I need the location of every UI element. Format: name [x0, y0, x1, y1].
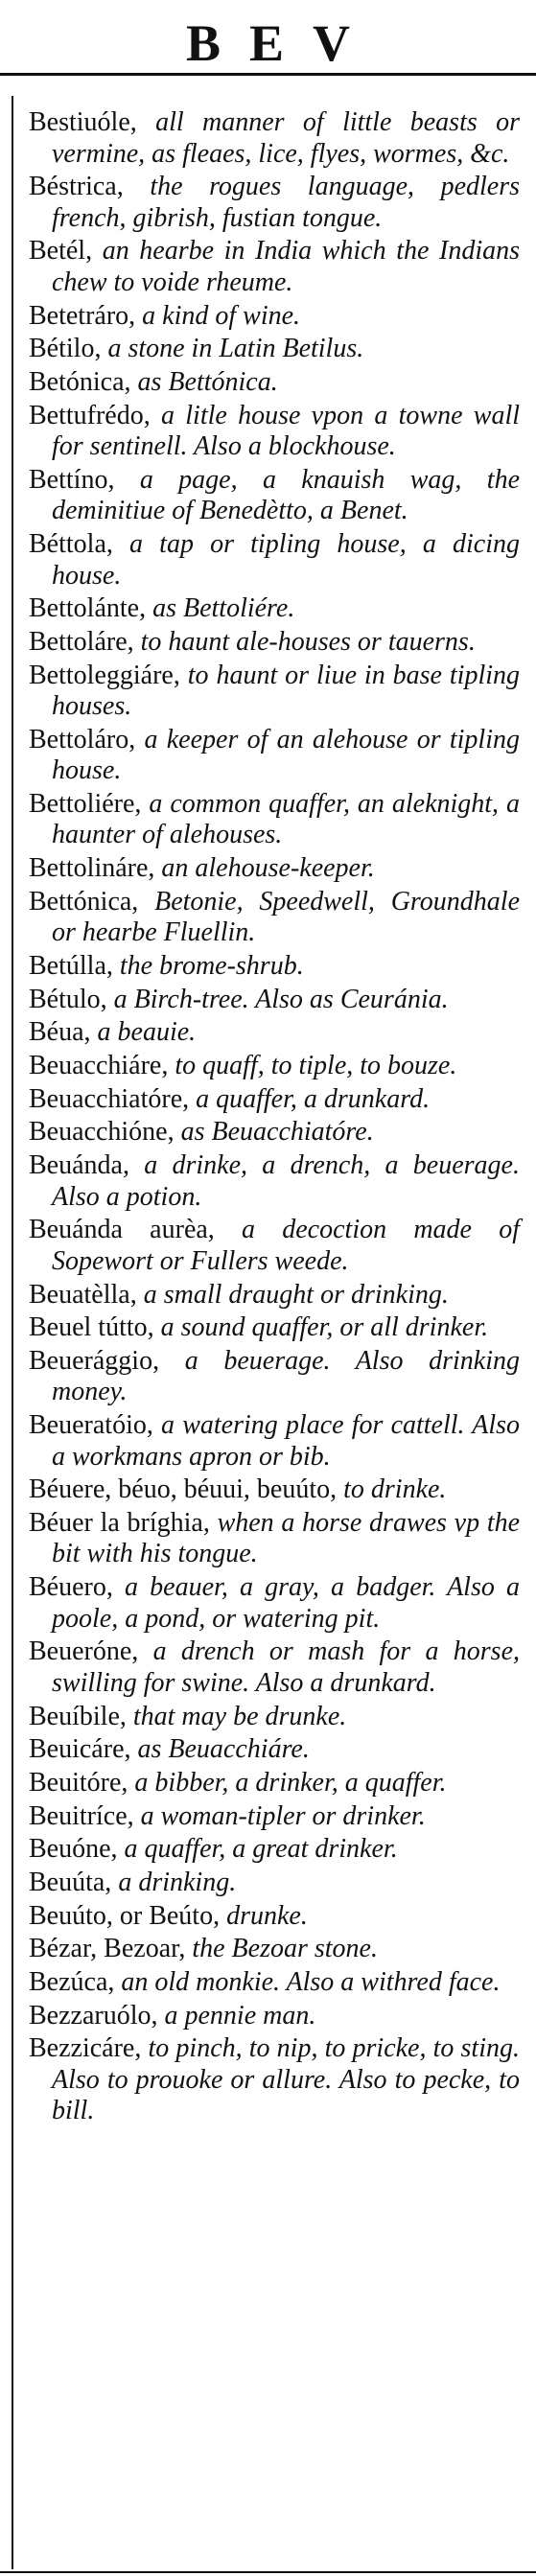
entry-definition: a beuerage. Also drinking money.	[52, 1345, 520, 1407]
entry-headword: Bettolánte,	[29, 593, 147, 624]
entry-headword: Béstrica,	[29, 172, 124, 202]
entry-definition: a beauie.	[97, 1017, 197, 1048]
entry-headword: Bettoleggiáre,	[29, 660, 180, 690]
dictionary-entry	[29, 529, 520, 592]
dictionary-entry	[29, 172, 520, 234]
dictionary-entry	[29, 107, 520, 170]
entry-definition: an hearbe in India which the Indians chew to voide rheume.	[52, 236, 521, 297]
entry-definition: drunke.	[226, 1900, 308, 1931]
entry-headword: Béttola,	[29, 529, 113, 559]
dictionary-entry	[29, 1346, 520, 1408]
entry-definition: a stone in Latin Betilus.	[107, 334, 364, 364]
dictionary-entry	[29, 2001, 520, 2032]
entry-headword: Bestiuóle,	[29, 107, 137, 137]
entry-headword: Béua,	[29, 1017, 91, 1048]
dictionary-entry	[29, 1508, 520, 1570]
dictionary-entry	[29, 627, 520, 659]
entry-definition: when a horse drawes vp the bit with his tongue.	[52, 1507, 521, 1569]
entry-headword: Betúlla,	[29, 951, 113, 981]
entry-definition: that may be drunke.	[132, 1701, 347, 1731]
dictionary-entry	[29, 301, 520, 333]
dictionary-entry	[29, 334, 520, 365]
dictionary-entry	[29, 1051, 520, 1082]
dictionary-entry	[29, 236, 520, 298]
entry-headword: Beuacchiatóre,	[29, 1083, 190, 1114]
entry-headword: Beuel tútto,	[29, 1312, 154, 1343]
entry-headword: Bettolináre,	[29, 853, 155, 884]
entry-definition: as Bettónica.	[137, 366, 278, 397]
entry-definition: as Beuacchiáre.	[137, 1734, 310, 1765]
entry-definition: a drinking.	[118, 1867, 237, 1897]
header-rule	[0, 73, 536, 76]
entry-definition: as Bettoliére.	[152, 593, 295, 624]
entry-definition: the brome-shrub.	[119, 951, 304, 981]
dictionary-entry	[29, 367, 520, 399]
entry-definition: to drinke.	[343, 1474, 447, 1505]
entry-headword: Betónica,	[29, 366, 131, 397]
entry-headword: Betetráro,	[29, 300, 136, 331]
entry-headword: Beueratóio,	[29, 1410, 153, 1441]
entry-definition: a litle house vpon a towne wall for sentinell. Also a blockhouse.	[52, 400, 520, 462]
entry-list	[29, 107, 520, 2129]
entry-definition: all manner of little beasts or vermine, as fleaes, lice, flyes, wormes, &c.	[52, 107, 520, 169]
entry-headword: Bettónica,	[29, 886, 139, 917]
entry-definition: to haunt or liue in base tipling houses.	[52, 660, 520, 722]
dictionary-entry	[29, 2033, 520, 2127]
entry-definition: the Bezoar stone.	[192, 1934, 378, 1964]
dictionary-entry	[29, 1636, 520, 1699]
entry-definition: a decoction made of Sopewort or Fullers weede.	[52, 1215, 520, 1276]
dictionary-entry	[29, 1474, 520, 1506]
entry-definition: a bibber, a drinker, a quaffer.	[134, 1767, 447, 1798]
entry-definition: a keeper of an alehouse or tipling house.	[52, 724, 520, 786]
dictionary-entry	[29, 1801, 520, 1833]
column-rule	[12, 96, 13, 2569]
entry-definition: to pinch, to nip, to pricke, to sting. Also to prouoke or allure. Also to pecke, to bill.	[52, 2033, 520, 2126]
entry-definition: a woman-tipler or drinker.	[140, 1800, 426, 1831]
dictionary-entry	[29, 1084, 520, 1116]
entry-headword: Bettoliére,	[29, 788, 142, 819]
entry-definition: a beauer, a gray, a badger. Also a poole, a pond, or watering pit.	[52, 1572, 521, 1634]
entry-headword: Beuúta,	[29, 1867, 112, 1897]
entry-headword: Betél,	[29, 236, 93, 267]
entry-definition: Betonie, Speedwell, Groundhale or hearbe Fluellin.	[52, 886, 520, 948]
dictionary-entry	[29, 1117, 520, 1149]
entry-headword: Bettufrédo,	[29, 400, 151, 430]
entry-headword: Beuitóre,	[29, 1767, 128, 1798]
dictionary-entry	[29, 985, 520, 1016]
entry-headword: Beuerággio,	[29, 1345, 160, 1376]
entry-headword: Béuero,	[29, 1572, 113, 1603]
entry-headword: Bezzaruólo,	[29, 2000, 158, 2031]
dictionary-entry	[29, 1702, 520, 1733]
entry-headword: Beueróne,	[29, 1636, 139, 1667]
entry-definition: a kind of wine.	[142, 300, 301, 331]
entry-headword: Bétilo,	[29, 334, 102, 364]
entry-headword: Beuacchióne,	[29, 1117, 175, 1148]
dictionary-entry	[29, 1572, 520, 1635]
dictionary-entry	[29, 1017, 520, 1049]
entry-definition: to quaff, to tiple, to bouze.	[175, 1051, 457, 1081]
dictionary-entry	[29, 725, 520, 787]
entry-headword: Beuatèlla,	[29, 1279, 137, 1310]
entry-definition: an alehouse-keeper.	[161, 853, 375, 884]
dictionary-entry	[29, 401, 520, 463]
entry-headword: Beuitríce,	[29, 1800, 134, 1831]
dictionary-entry	[29, 789, 520, 851]
dictionary-entry	[29, 1215, 520, 1277]
entry-definition: the rogues language, pedlers french, gibrish, fustian tongue.	[52, 172, 520, 233]
entry-headword: Beuíbile,	[29, 1701, 127, 1731]
dictionary-entry	[29, 465, 520, 527]
dictionary-entry	[29, 1834, 520, 1866]
entry-headword: Béuer la bríghia,	[29, 1507, 210, 1538]
dictionary-entry	[29, 1967, 520, 1999]
dictionary-entry	[29, 1768, 520, 1799]
dictionary-entry	[29, 1312, 520, 1344]
entry-headword: Beuicáre,	[29, 1734, 131, 1765]
entry-definition: a watering place for cattell. Also a workmans apron or bib.	[52, 1410, 520, 1472]
entry-headword: Beuánda,	[29, 1150, 129, 1181]
entry-definition: a drinke, a drench, a beuerage. Also a potion.	[52, 1150, 520, 1212]
entry-definition: a page, a knauish wag, the deminitiue of Benedètto, a Benet.	[52, 464, 520, 526]
entry-definition: a sound quaffer, or all drinker.	[160, 1312, 489, 1343]
entry-headword: Bezzicáre,	[29, 2033, 142, 2064]
dictionary-entry	[29, 1934, 520, 1965]
entry-headword: Bezúca,	[29, 1967, 115, 1997]
dictionary-entry	[29, 951, 520, 983]
entry-definition: an old monkie. Also a withred face.	[121, 1967, 501, 1997]
entry-definition: a pennie man.	[164, 2000, 316, 2031]
footer-rule	[0, 2571, 536, 2573]
entry-headword: Bettíno,	[29, 464, 115, 495]
dictionary-entry	[29, 853, 520, 885]
dictionary-entry	[29, 1150, 520, 1213]
entry-definition: to haunt ale-houses or tauerns.	[140, 626, 476, 657]
entry-definition: a small draught or drinking.	[143, 1279, 449, 1310]
entry-headword: Beuacchiáre,	[29, 1051, 169, 1081]
dictionary-entry	[29, 1868, 520, 1899]
dictionary-entry	[29, 1410, 520, 1473]
entry-definition: a tap or tipling house, a dicing house.	[52, 529, 521, 591]
entry-headword: Bézar, Bezoar,	[29, 1934, 186, 1964]
dictionary-entry	[29, 1734, 520, 1766]
page-header	[0, 0, 536, 73]
dictionary-entry	[29, 1280, 520, 1311]
entry-headword: Beuánda aurèa,	[29, 1215, 215, 1245]
entry-headword: Beuóne,	[29, 1834, 118, 1865]
dictionary-entry	[29, 593, 520, 625]
dictionary-entry	[29, 661, 520, 723]
dictionary-entry	[29, 887, 520, 949]
entry-headword: Beuúto, or Beúto,	[29, 1900, 221, 1931]
entry-definition: a quaffer, a drunkard.	[196, 1083, 431, 1114]
entry-headword: Bettoláre,	[29, 626, 134, 657]
entry-headword: Béuere, béuo, béuui, beuúto,	[29, 1474, 338, 1505]
entry-definition: a Birch-tree. Also as Ceuránia.	[113, 984, 449, 1014]
entry-definition: a quaffer, a great drinker.	[124, 1834, 398, 1865]
entry-headword: Bettoláro,	[29, 724, 136, 754]
entry-headword: Bétulo,	[29, 984, 107, 1014]
dictionary-column	[0, 96, 536, 2569]
entry-definition: a common quaffer, an aleknight, a haunter of alehouses.	[52, 788, 521, 850]
dictionary-entry	[29, 1901, 520, 1933]
entry-definition: a drench or mash for a horse, swilling for swine. Also a drunkard.	[52, 1636, 520, 1698]
running-head: BEV	[185, 14, 380, 72]
entry-definition: as Beuacchiatóre.	[180, 1117, 374, 1148]
